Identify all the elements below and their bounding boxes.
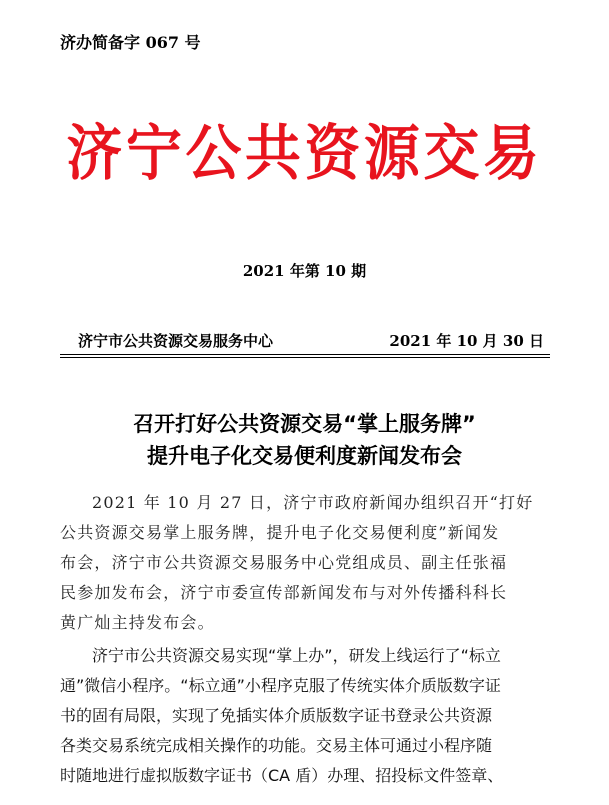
article-title-line-1: 召开打好公共资源交易“掌上服务牌”	[133, 412, 476, 436]
article-title-line-2: 提升电子化交易便利度新闻发布会	[147, 444, 462, 468]
paragraph-line: 布会，济宁市公共资源交易服务中心党组成员、副主任张福	[60, 553, 508, 572]
issue-number: 2021 年第 10 期	[242, 262, 367, 280]
header-divider-top	[60, 354, 550, 355]
document-number: 济办简备字 067 号	[60, 33, 201, 52]
paragraph-line: 济宁市公共资源交易实现“掌上办”，研发上线运行了“标立	[92, 646, 501, 665]
paragraph-line: 通”微信小程序。“标立通”小程序克服了传统实体介质版数字证	[60, 676, 501, 695]
paragraph-line: 书的固有局限，实现了免插实体介质版数字证书登录公共资源	[60, 706, 493, 725]
header-divider-bottom	[60, 357, 550, 358]
paragraph-line: 公共资源交易掌上服务牌，提升电子化交易便利度”新闻发	[60, 523, 500, 542]
publisher-organization: 济宁市公共资源交易服务中心	[78, 332, 274, 350]
paragraph-line: 民参加发布会，济宁市委宣传部新闻发布与对外传播科科长	[60, 583, 508, 602]
paragraph-line: 各类交易系统完成相关操作的功能。交易主体可通过小程序随	[60, 736, 493, 755]
publish-date: 2021 年 10 月 30 日	[389, 332, 544, 350]
paragraph-line: 时随地进行虚拟版数字证书（CA 盾）办理、招投标文件签章、	[60, 766, 504, 785]
masthead-title: 济宁公共资源交易	[66, 119, 543, 189]
paragraph-line: 黄广灿主持发布会。	[60, 613, 215, 632]
paragraph-line: 2021 年 10 月 27 日，济宁市政府新闻办组织召开“打好	[92, 493, 534, 512]
